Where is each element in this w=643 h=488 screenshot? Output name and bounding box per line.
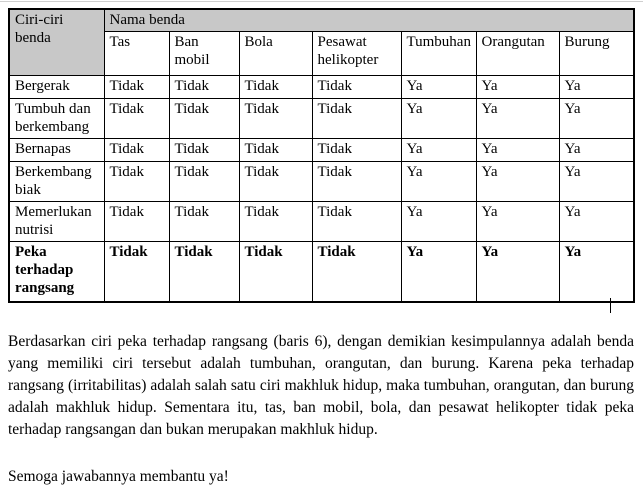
cell-value: Ya: [476, 99, 559, 139]
cell-value: Ya: [401, 76, 476, 99]
cell-value: Ya: [401, 162, 476, 202]
cell-value: Tidak: [104, 242, 169, 303]
row-label: Peka terhadap rangsang: [9, 242, 104, 303]
table-row-bernapas: [9, 139, 634, 162]
cell-value: Ya: [401, 139, 476, 162]
cell-value: Tidak: [239, 76, 312, 99]
table-row-bergerak: [9, 76, 634, 99]
cell-value: Tidak: [239, 139, 312, 162]
row-label: Bernapas: [9, 139, 104, 162]
column-header-tas: Tas: [104, 32, 169, 76]
cell-value: Ya: [476, 76, 559, 99]
cell-value: Tidak: [239, 242, 312, 303]
cell-value: Tidak: [169, 76, 239, 99]
column-header-orangutan: Orangutan: [476, 32, 559, 76]
cell-value: Tidak: [104, 139, 169, 162]
group-header-row: [9, 9, 634, 32]
cell-value: Ya: [559, 76, 634, 99]
cell-value: Ya: [476, 139, 559, 162]
cell-value: Tidak: [104, 99, 169, 139]
column-header-bola: Bola: [239, 32, 312, 76]
cell-value: Tidak: [239, 202, 312, 242]
cell-value: Ya: [476, 162, 559, 202]
characteristics-table: [8, 8, 635, 303]
table-row-memerlukan-nutrisi: [9, 202, 634, 242]
document-page: [8, 0, 635, 488]
cell-value: Tidak: [312, 202, 401, 242]
column-header-ban-mobil: Ban mobil: [169, 32, 239, 76]
table-row-tumbuh-dan-berkembang: [9, 99, 634, 139]
cell-value: Tidak: [239, 99, 312, 139]
cell-value: Ya: [559, 202, 634, 242]
cell-value: Ya: [559, 139, 634, 162]
cell-value: Ya: [401, 99, 476, 139]
cell-value: Ya: [559, 99, 634, 139]
closing-line: Semoga jawabannya membantu ya!: [8, 468, 229, 485]
cell-value: Tidak: [169, 99, 239, 139]
cell-value: Tidak: [104, 202, 169, 242]
row-label: Berkembang biak: [9, 162, 104, 202]
cell-value: Tidak: [169, 202, 239, 242]
cell-value: Ya: [476, 202, 559, 242]
cell-value: Ya: [476, 242, 559, 303]
cell-value: Ya: [559, 162, 634, 202]
cell-value: Tidak: [312, 99, 401, 139]
column-header-burung: Burung: [559, 32, 634, 76]
corner-header: Ciri-ciri benda: [9, 9, 104, 76]
cell-value: Ya: [401, 242, 476, 303]
cell-value: Tidak: [312, 162, 401, 202]
column-header-pesawat-helikopter: Pesawat helikopter: [312, 32, 401, 76]
cell-value: Tidak: [104, 76, 169, 99]
conclusion-paragraph: Berdasarkan ciri peka terhadap rangsang (baris 6), dengan demikian kesimpulannya adalah benda yang memiliki ciri tersebut adalah tumbuhan, orangutan, dan burung. Karena peka terhadap rangsang (irritabilitas) adalah salah satu ciri makhluk hidup, maka tumbuhan, orangutan, dan burung adalah makhluk hidup. Sementara itu, tas, ban mobil, bola, dan pesawat helikopter tidak peka terhadap rangsangan dan bukan merupakan makhluk hidup.: [8, 333, 634, 438]
column-header-tumbuhan: Tumbuhan: [401, 32, 476, 76]
text-cursor: [610, 298, 611, 313]
cell-value: Tidak: [312, 242, 401, 303]
cell-value: Tidak: [169, 162, 239, 202]
cell-value: Ya: [401, 202, 476, 242]
cell-value: Tidak: [104, 162, 169, 202]
cell-value: Ya: [559, 242, 634, 303]
cell-value: Tidak: [239, 162, 312, 202]
table-row-berkembang-biak: [9, 162, 634, 202]
table-row-peka-terhadap-rangsang: [9, 242, 634, 303]
cell-value: Tidak: [169, 242, 239, 303]
group-header: Nama benda: [104, 9, 634, 32]
cell-value: Tidak: [169, 139, 239, 162]
cell-value: Tidak: [312, 76, 401, 99]
cell-value: Tidak: [312, 139, 401, 162]
row-label: Memerlukan nutrisi: [9, 202, 104, 242]
row-label: Tumbuh dan berkembang: [9, 99, 104, 139]
row-label: Bergerak: [9, 76, 104, 99]
